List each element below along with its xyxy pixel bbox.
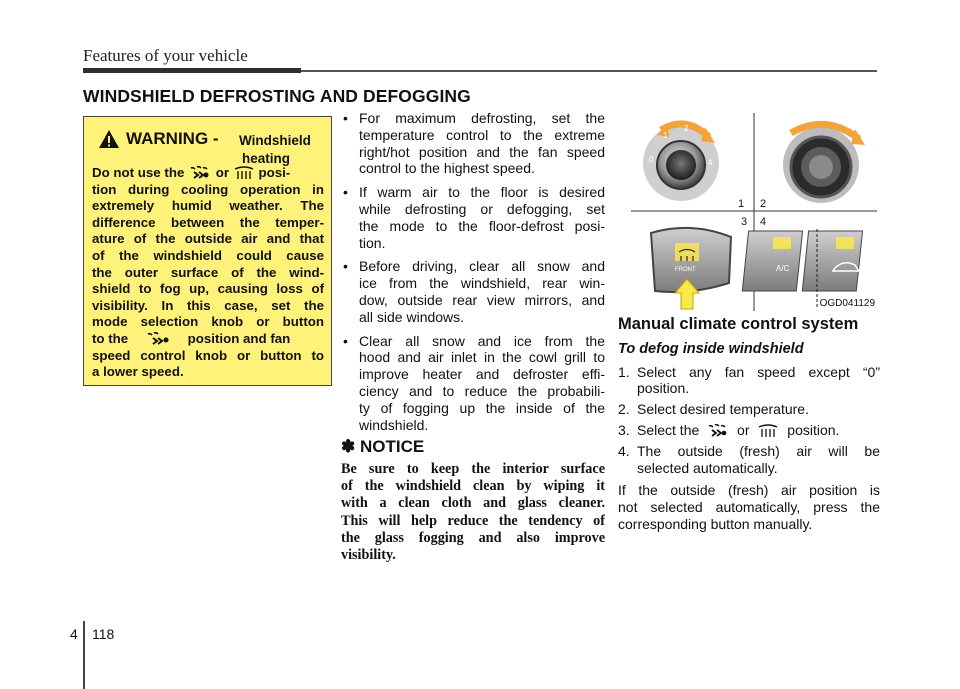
bullet-icon: •: [343, 258, 348, 275]
text-line: Select the: [637, 421, 700, 438]
floor-defrost-mode-icon: [144, 332, 174, 346]
text-line: with a clean cloth and glass cleaner.: [341, 495, 605, 512]
warning-icon: [98, 129, 120, 149]
warning-line: visibility. In this case, set the: [92, 297, 324, 313]
warning-word: WARNING -: [126, 129, 219, 148]
fan-mark: 2: [684, 124, 689, 133]
list-item: [618, 364, 880, 398]
list-item: [341, 184, 605, 251]
list-item: [618, 443, 880, 477]
warning-subject-2: heating: [242, 151, 291, 166]
section-title: WINDSHIELD DEFROSTING AND DEFOGGING: [83, 86, 471, 106]
warning-subject-1: Windshield: [239, 133, 311, 148]
text-line: all side windows.: [359, 308, 465, 325]
bullet-icon: •: [343, 332, 348, 349]
header-bar: [83, 68, 301, 73]
subsection-subtitle: To defog inside windshield: [618, 340, 804, 357]
warning-text: Do not use the: [92, 165, 185, 180]
step-number: 4.: [618, 442, 630, 459]
text-line: improve heater and defroster effi-: [359, 366, 605, 383]
text-line: Before driving, clear all snow and: [359, 258, 605, 275]
text-line: Clear all snow and ice from the: [359, 332, 605, 349]
step-number: 3.: [618, 421, 630, 438]
warning-text: or: [215, 165, 230, 180]
floor-defrost-mode-icon: [707, 424, 729, 438]
text-line: position.: [637, 380, 690, 397]
text-line: the glass fogging and also improve: [341, 529, 605, 546]
bullet-icon: •: [343, 110, 348, 126]
warning-line: extremely humid weather. The: [92, 198, 324, 214]
text-line: If warm air to the floor is desired: [359, 184, 605, 201]
header-rule: [301, 70, 877, 72]
warning-text: position and fan: [187, 330, 291, 346]
list-item: [618, 422, 880, 439]
floor-defrost-mode-icon: [188, 166, 212, 180]
text-line: right/hot position and the fan speed: [359, 143, 605, 160]
warning-line: of the windshield could cause: [92, 247, 324, 263]
text-line: corresponding button manually.: [618, 515, 813, 532]
running-header: Features of your vehicle: [83, 46, 248, 65]
text-line: or: [737, 421, 750, 438]
text-line: ice from the windshield, rear win-: [359, 275, 605, 292]
footer-divider: [83, 621, 85, 689]
panel-number: 2: [760, 198, 767, 210]
list-item: [341, 333, 605, 434]
warning-line: speed control knob or button to: [92, 347, 324, 363]
panel-number: 3: [741, 216, 748, 228]
warning-line: a lower speed.: [92, 364, 184, 380]
text-line: ty of fogging up the inside of the: [359, 399, 605, 416]
figure-code: OGD041129: [819, 298, 875, 309]
manual-climate-section: [618, 316, 880, 533]
text-line: Be sure to keep the interior surface: [341, 461, 605, 477]
fan-mark: 4: [708, 158, 713, 167]
page-number: 118: [92, 626, 115, 642]
text-line: For maximum defrosting, set the: [359, 110, 605, 126]
step-number: 2.: [618, 401, 630, 418]
text-line: control to the highest speed.: [359, 160, 535, 177]
panel-number: 1: [738, 198, 745, 210]
text-line: If the outside (fresh) air position is: [618, 482, 880, 499]
text-line: of the windshield clean by wiping it: [341, 478, 605, 495]
warning-line: difference between the temper-: [92, 214, 324, 230]
closing-paragraph: [618, 482, 880, 532]
text-line: The outside (fresh) air will be: [637, 442, 880, 459]
figure-illustration: [631, 113, 877, 311]
text-line: visibility.: [341, 547, 396, 564]
notice-title: ✽ NOTICE: [341, 437, 425, 456]
ac-label: A/C: [776, 264, 790, 273]
bullet-list: [341, 110, 605, 440]
warning-line: the outer surface of the wind-: [92, 264, 324, 280]
text-line: hood and air inlet in the cowl grill to: [359, 349, 605, 366]
bullet-icon: •: [343, 184, 348, 201]
list-item: [341, 258, 605, 325]
text-line: selected automatically.: [637, 459, 778, 476]
warning-line: shield to fog up, causing loss of: [92, 281, 324, 297]
defrost-mode-icon: [757, 424, 779, 438]
fan-mark: 0: [649, 155, 654, 164]
warning-line: [92, 331, 324, 348]
text-line: position.: [787, 421, 840, 438]
climate-control-figure: [631, 113, 877, 311]
warning-body: [92, 165, 324, 381]
text-line: while defrosting or defogging, set: [359, 200, 605, 217]
warning-line: tion during cooling operation in: [92, 181, 324, 197]
text-line: Select any fan speed except “0”: [637, 363, 880, 380]
subsection-title: Manual climate control system: [618, 315, 859, 333]
text-line: Select desired temperature.: [637, 401, 809, 418]
text-line: dow, outside rear view mirrors, and: [359, 291, 605, 308]
text-line: the mode to the floor-defrost posi-: [359, 217, 605, 234]
text-line: windshield.: [359, 416, 429, 433]
step-number: 1.: [618, 363, 630, 380]
warning-text: to the: [92, 330, 129, 346]
text-line: This will help reduce the tendency of: [341, 512, 605, 529]
list-item: [341, 110, 605, 177]
text-line: temperature control to the extreme: [359, 126, 605, 143]
warning-line: ature of the outside air and that: [92, 231, 324, 247]
fan-mark: 1: [663, 131, 668, 140]
list-item: [618, 401, 880, 418]
warning-box: [83, 116, 332, 386]
text-line: not selected automatically, press the: [618, 499, 880, 516]
warning-line: [92, 165, 324, 182]
warning-text: posi-: [258, 165, 291, 180]
warning-line: mode selection knob or button: [92, 314, 324, 330]
front-label: FRONT: [675, 267, 696, 273]
defrost-mode-icon: [233, 166, 255, 180]
chapter-number: 4: [70, 626, 78, 642]
text-line: tion.: [359, 234, 386, 251]
panel-number: 4: [760, 216, 767, 228]
notice-body: [341, 461, 605, 564]
text-line: ciency and to reduce the probabili-: [359, 382, 605, 399]
